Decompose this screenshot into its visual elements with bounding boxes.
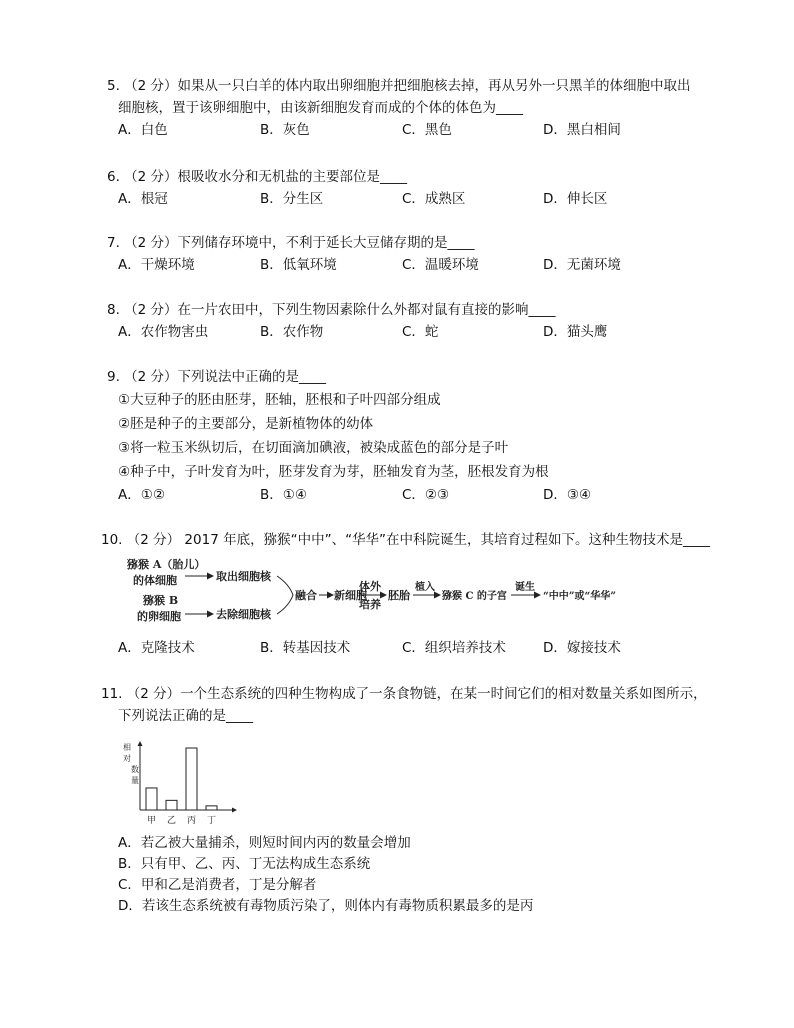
option-c: C．成熟区 bbox=[402, 191, 466, 207]
option-a: A．白色 bbox=[118, 122, 168, 138]
question-10-stem: 10. （2 分） 2017 年底，猕猴“中中”、“华华”在中科院诞生，其培育过程如下。这种生物技术是____ bbox=[101, 532, 711, 548]
option-b: B．低氧环境 bbox=[260, 257, 337, 273]
statement-3: ③将一粒玉米纵切后，在切面滴加碘液，被染成蓝色的部分是子叶 bbox=[118, 440, 509, 456]
culture-label-2: 培养 bbox=[359, 598, 381, 611]
option-b: B．转基因技术 bbox=[260, 640, 351, 656]
donor-a-label: 猕猴 A（胎儿） bbox=[127, 558, 206, 571]
option-c: C．蛇 bbox=[402, 324, 439, 340]
question-7-stem: 7. （2 分）下列储存环境中，不利于延长大豆储存期的是____ bbox=[107, 235, 475, 251]
question-10-options bbox=[107, 637, 707, 659]
birth-label: 诞生 bbox=[515, 582, 535, 593]
option-d: D．无菌环境 bbox=[543, 257, 621, 273]
category-label: 甲 bbox=[146, 816, 157, 826]
bar-丙 bbox=[186, 748, 197, 810]
y-axis-label-char: 对 bbox=[123, 754, 131, 763]
fuse-label: 融合 bbox=[295, 589, 317, 602]
option-d: D．③④ bbox=[543, 487, 592, 503]
question-11-stem-line-2: 下列说法正确的是____ bbox=[118, 708, 253, 724]
donor-b-sublabel: 的卵细胞 bbox=[137, 610, 181, 623]
option-c: C．②③ bbox=[402, 487, 450, 503]
option-a: A．①② bbox=[118, 487, 165, 503]
category-label: 丁 bbox=[206, 816, 217, 826]
question-9 bbox=[107, 366, 707, 506]
question-10-options-block bbox=[107, 637, 707, 659]
question-5-stem-line-2: 细胞核，置于该卵细胞中，由该新细胞发育而成的个体的体色为____ bbox=[118, 100, 523, 116]
y-axis-label bbox=[123, 742, 139, 785]
question-11 bbox=[101, 683, 741, 727]
statement-2: ②胚是种子的主要部分，是新植物体的幼体 bbox=[118, 416, 374, 432]
question-11-stem-line-1: 11. （2 分）一个生态系统的四种生物构成了一条食物链，在某一时间它们的相对数量关系如图所示， bbox=[101, 686, 707, 702]
option-a: A．干燥环境 bbox=[118, 257, 195, 273]
question-5-options bbox=[107, 119, 707, 141]
option-b: B．灰色 bbox=[260, 122, 310, 138]
question-8 bbox=[107, 299, 707, 343]
option-a: A．农作物害虫 bbox=[118, 324, 209, 340]
option-b: B．只有甲、乙、丙、丁无法构成生态系统 bbox=[118, 856, 371, 872]
step-remove-nucleus: 去除细胞核 bbox=[216, 608, 271, 621]
option-d: D．猫头鹰 bbox=[543, 324, 608, 340]
option-a: A．若乙被大量捕杀，则短时间内丙的数量会增加 bbox=[118, 835, 411, 851]
culture-label-1: 体外 bbox=[359, 580, 381, 593]
option-b: B．①④ bbox=[260, 487, 307, 503]
statement-4: ④种子中，子叶发育为叶，胚芽发育为芽，胚轴发育为茎，胚根发育为根 bbox=[118, 464, 549, 480]
question-8-stem: 8. （2 分）在一片农田中，下列生物因素除什么外都对鼠有直接的影响____ bbox=[107, 302, 556, 318]
result-label: “中中”或“华华” bbox=[543, 591, 617, 602]
question-9-options bbox=[107, 484, 707, 506]
bar-甲 bbox=[146, 788, 157, 810]
donor-a-sublabel: 的体细胞 bbox=[133, 574, 177, 587]
option-c: C．组织培养技术 bbox=[402, 640, 506, 656]
option-d: D．嫁接技术 bbox=[543, 640, 621, 656]
question-6-options bbox=[107, 188, 707, 210]
option-c: C．温暖环境 bbox=[402, 257, 479, 273]
bars bbox=[146, 748, 217, 810]
question-6-stem: 6. （2 分）根吸收水分和无机盐的主要部位是____ bbox=[107, 169, 408, 185]
statement-1: ①大豆种子的胚由胚芽，胚轴，胚根和子叶四部分组成 bbox=[118, 392, 441, 408]
womb-label: 猕猴 C 的子宫 bbox=[442, 591, 507, 602]
cloning-process-diagram bbox=[127, 556, 687, 626]
question-7 bbox=[107, 232, 707, 276]
question-6 bbox=[107, 166, 707, 210]
bar-乙 bbox=[166, 800, 177, 810]
option-d: D．黑白相间 bbox=[543, 122, 621, 138]
y-axis-label-char: 数 bbox=[131, 765, 139, 774]
question-10 bbox=[101, 529, 741, 551]
option-d: D．伸长区 bbox=[543, 191, 608, 207]
category-labels bbox=[147, 815, 216, 826]
y-axis-label-char: 相 bbox=[123, 743, 131, 752]
option-d: D．若该生态系统被有毒物质污染了，则体内有毒物质积累最多的是丙 bbox=[118, 898, 534, 914]
step-extract-nucleus: 取出细胞核 bbox=[216, 570, 271, 583]
option-c: C．甲和乙是消费者，丁是分解者 bbox=[118, 877, 317, 893]
option-a: A．克隆技术 bbox=[118, 640, 195, 656]
new-cell-label: 新细胞 bbox=[334, 589, 367, 602]
category-label: 丙 bbox=[186, 816, 197, 826]
option-c: C．黑色 bbox=[402, 122, 452, 138]
bar-丁 bbox=[206, 806, 217, 810]
question-5-stem-line-1: 5. （2 分）如果从一只白羊的体内取出卵细胞并把细胞核去掉，再从另外一只黑羊的体细胞中取出 bbox=[107, 78, 691, 94]
question-5 bbox=[107, 75, 707, 141]
embryo-label: 胚胎 bbox=[388, 589, 410, 602]
question-7-options bbox=[107, 254, 707, 276]
question-9-stem: 9. （2 分）下列说法中正确的是____ bbox=[107, 369, 327, 385]
question-8-options bbox=[107, 321, 707, 343]
option-b: B．农作物 bbox=[260, 324, 324, 340]
donor-b-label: 猕猴 B bbox=[143, 594, 179, 607]
implant-label: 植入 bbox=[415, 582, 435, 593]
question-11-options bbox=[107, 833, 707, 917]
merge-bracket bbox=[277, 576, 293, 614]
category-label: 乙 bbox=[166, 816, 177, 826]
y-axis-label-char: 量 bbox=[131, 776, 139, 785]
option-b: B．分生区 bbox=[260, 191, 324, 207]
population-bar-chart bbox=[120, 738, 260, 830]
option-a: A．根冠 bbox=[118, 191, 168, 207]
